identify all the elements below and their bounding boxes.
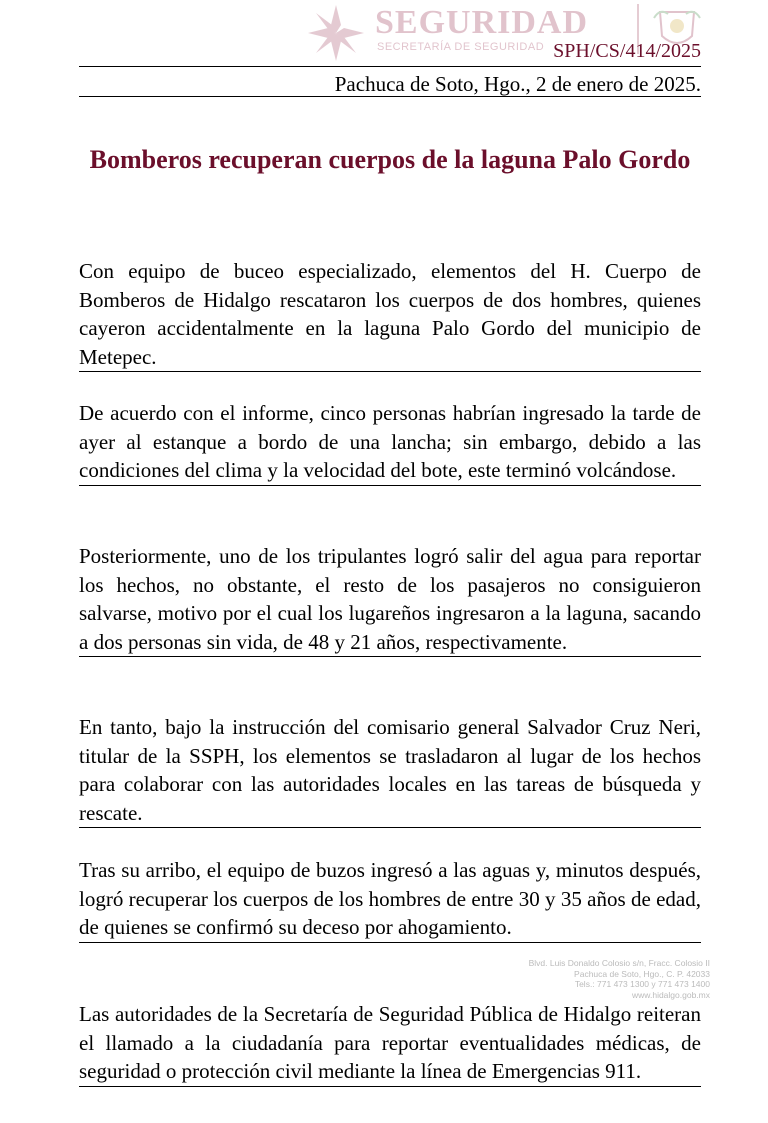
header-rule-top (79, 66, 701, 67)
paragraph-2: De acuerdo con el informe, cinco personas habrían ingresado la tarde de ayer al estanque a bordo de una lancha; sin embargo, debido a las condiciones del clima y la velocidad del bote, este terminó volcándose. (79, 399, 701, 486)
paragraph-6: Las autoridades de la Secretaría de Seguridad Pública de Hidalgo reiteran el llamado a la ciudadanía para reportar eventualidades médicas, de seguridad o protección civil mediante la línea de Emergencias 911. (79, 1000, 701, 1087)
logo-wordmark: SEGURIDAD (375, 4, 589, 41)
footer-address (529, 958, 710, 1000)
paragraph-3: Posteriormente, uno de los tripulantes logró salir del agua para reportar los hechos, no obstante, el resto de los pasajeros no consiguieron salvarse, motivo por el cual los lugareños ingresaron a la laguna, sacando a dos personas sin vida, de 48 y 21 años, respectivamente. (79, 542, 701, 657)
address-line: Blvd. Luis Donaldo Colosio s/n, Fracc. Colosio II (528, 958, 710, 968)
letterhead (0, 0, 768, 70)
place-date: Pachuca de Soto, Hgo., 2 de enero de 2025. (334, 72, 701, 96)
paragraph-5: Tras su arribo, el equipo de buzos ingresó a las aguas y, minutos después, logró recuperar los cuerpos de los hombres de entre 30 y 35 años de edad, de quienes se confirmó su deceso por ahogamiento. (79, 856, 701, 943)
address-line: Tels.: 771 473 1300 y 771 473 1400 (574, 979, 710, 989)
address-line: www.hidalgo.gob.mx (632, 989, 710, 1000)
star-logo-icon (306, 3, 366, 63)
paragraph-4: En tanto, bajo la instrucción del comisario general Salvador Cruz Neri, titular de la SSPH, los elementos se trasladaron al lugar de los hechos para colaborar con las autoridades locales en las tareas de búsqueda y rescate. (79, 713, 701, 828)
page-title: Bomberos recuperan cuerpos de la laguna Palo Gordo (89, 145, 691, 174)
address-line: Pachuca de Soto, Hgo., C. P. 42033 (574, 968, 710, 979)
logo-subtext: SECRETARÍA DE SEGURIDAD (377, 41, 545, 53)
document-reference: SPH/CS/414/2025 (553, 40, 701, 62)
header-rule-bottom (79, 96, 701, 97)
paragraph-1: Con equipo de buceo especializado, elementos del H. Cuerpo de Bomberos de Hidalgo rescataron los cuerpos de dos hombres, quienes cayeron accidentalmente en la laguna Palo Gordo del municipio de Metepec. (79, 257, 701, 372)
